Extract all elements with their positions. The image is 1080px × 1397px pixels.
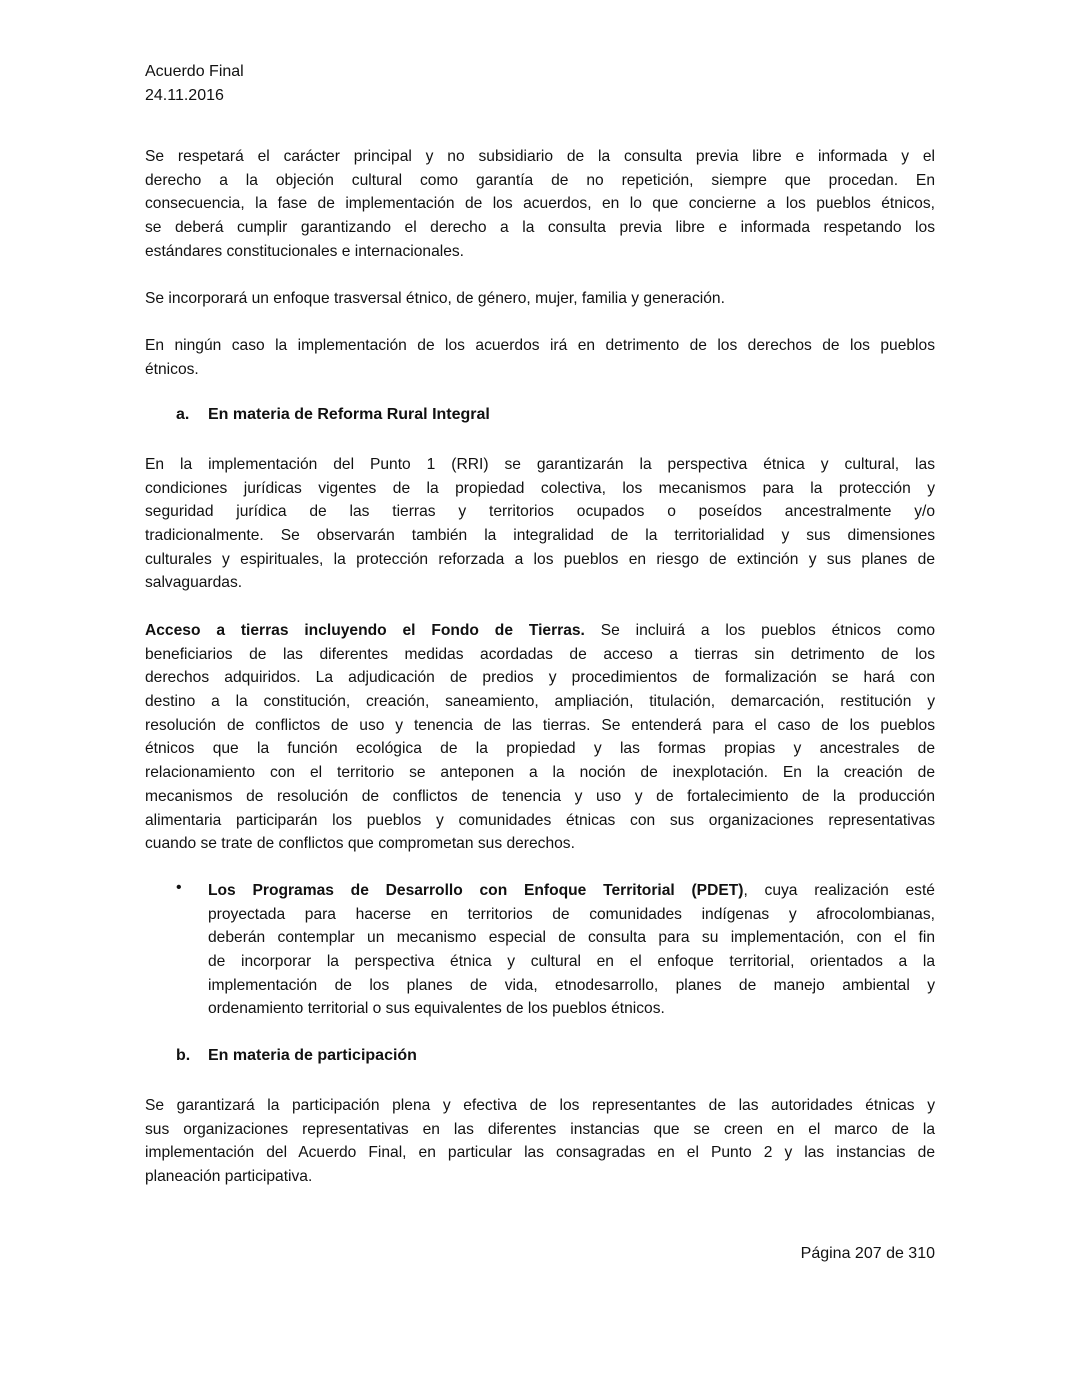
text-line: [145, 216, 935, 240]
line-text: estándares constitucionales e internacionales.: [145, 242, 465, 260]
text-line: [145, 192, 935, 216]
line-text: se deberá cumplir garantizando el derecho a la consulta previa libre e informada respetando los: [145, 219, 935, 237]
text-line: [145, 334, 935, 358]
line-text: , cuya realización esté: [743, 882, 935, 899]
line-text: Se respetará el carácter principal y no subsidiario de la consulta previa libre e informada y el: [145, 148, 935, 165]
text-line: [145, 477, 935, 501]
document-date: 24.11.2016: [145, 87, 224, 104]
text-line: [145, 524, 935, 548]
line-text: En ningún caso la implementación de los acuerdos irá en detrimento de los derechos de los pueblos: [145, 337, 935, 354]
line-text: seguridad jurídica de las tierras y territorios ocupados o poseídos ancestralmente y/o: [145, 503, 935, 521]
bold-lead: Acceso a tierras incluyendo el Fondo de Tierras.: [145, 622, 585, 639]
line-text: beneficiarios de las diferentes medidas acordadas de acceso a tierras sin detrimento de los: [145, 645, 935, 663]
text-line: [145, 1141, 935, 1165]
text-line: [145, 619, 935, 643]
text-line: [145, 809, 935, 833]
text-line: [145, 571, 935, 595]
line-text: derecho a la objeción cultural como garantía de no repetición, siempre que procedan. En: [145, 171, 935, 189]
line-text: étnicos que la función ecológica de la propiedad y las formas propias y ancestrales de: [145, 740, 935, 758]
bullet-item: [208, 879, 935, 1021]
document-title: Acuerdo Final: [145, 63, 244, 80]
text-line: [145, 240, 935, 264]
paragraph: [145, 1094, 935, 1189]
line-text: cuando se trate de conflictos que comprometan sus derechos.: [145, 835, 575, 853]
line-text: salvaguardas.: [145, 574, 243, 592]
line-text: mecanismos de resolución de conflictos de tenencia y uso y de fortalecimiento de la producción: [145, 787, 935, 805]
text-line: [145, 737, 935, 761]
bullet-icon: •: [176, 879, 182, 896]
line-text: étnicos.: [145, 360, 199, 378]
heading-b-letter: b.: [176, 1047, 191, 1064]
line-text: proyectada para hacerse en territorios de comunidades indígenas y afrocolombianas,: [208, 905, 935, 923]
heading-a: En materia de Reforma Rural Integral: [208, 406, 490, 423]
line-text: relacionamiento con el territorio se anteponen a la noción de inexplotación. En la creación de: [145, 764, 935, 782]
line-text: condiciones jurídicas vigentes de la propiedad colectiva, los mecanismos para la protección y: [145, 479, 935, 497]
line-text: ordenamiento territorial o sus equivalentes de los pueblos étnicos.: [208, 1000, 665, 1018]
paragraph: [145, 145, 935, 263]
text-line: [145, 548, 935, 572]
line-text: culturales y espirituales, la protección reforzada a los pueblos en riesgo de extinción y sus planes de: [145, 550, 935, 568]
paragraph: [145, 334, 935, 381]
line-text: derechos adquiridos. La adjudicación de predios y procedimientos de formalización se hará con: [145, 669, 935, 687]
text-line: [145, 500, 935, 524]
text-line: [145, 761, 935, 785]
page-number: Página 207 de 310: [800, 1245, 935, 1262]
text-line: [208, 974, 935, 998]
text-line: [145, 643, 935, 667]
line-text: resolución de conflictos de uso y tenencia de las tierras. Se entenderá para el caso de los pueblos: [145, 716, 935, 734]
text-line: [145, 1165, 935, 1189]
text-line: [208, 903, 935, 927]
line-text: Se incorporará un enfoque trasversal étnico, de género, mujer, familia y generación.: [145, 290, 725, 307]
line-text: alimentaria participarán los pueblos y comunidades étnicas con sus organizaciones representativas: [145, 811, 935, 829]
line-text: deberán contemplar un mecanismo especial de consulta para su implementación, con el fin: [208, 929, 935, 947]
heading-a-letter: a.: [176, 406, 190, 423]
line-text: implementación del Acuerdo Final, en particular las consagradas en el Punto 2 y las instancias de: [145, 1144, 935, 1162]
line-text: Se garantizará la participación plena y efectiva de los representantes de las autoridades étnicas y: [145, 1097, 935, 1114]
text-line: [145, 714, 935, 738]
text-line: [145, 690, 935, 714]
heading-b: En materia de participación: [208, 1047, 417, 1064]
line-text: implementación de los planes de vida, etnodesarrollo, planes de manejo ambiental y: [208, 976, 935, 994]
line-text: consecuencia, la fase de implementación de los acuerdos, en lo que concierne a los pueblos étnicos,: [145, 195, 935, 213]
text-line: [208, 997, 935, 1021]
text-line: [145, 832, 935, 856]
text-line: [145, 785, 935, 809]
text-line: [208, 950, 935, 974]
line-text: En la implementación del Punto 1 (RRI) se garantizarán la perspectiva étnica y cultural, las: [145, 456, 935, 473]
text-line: [208, 926, 935, 950]
text-line: [208, 879, 935, 903]
line-text: sus organizaciones representativas en las diferentes instancias que se creen en el marco de la: [145, 1120, 935, 1138]
text-line: [145, 666, 935, 690]
text-line: [145, 287, 935, 311]
text-line: [145, 145, 935, 169]
line-text: de incorporar la perspectiva étnica y cultural en el enfoque territorial, orientados a la: [208, 953, 935, 971]
line-text: destino a la constitución, creación, saneamiento, ampliación, titulación, demarcación, restitución y: [145, 693, 935, 711]
text-line: [145, 1094, 935, 1118]
paragraph: [145, 453, 935, 595]
line-text: Se incluirá a los pueblos étnicos como: [584, 622, 935, 639]
text-line: [145, 1118, 935, 1142]
line-text: tradicionalmente. Se observarán también la integralidad de la territorialidad y sus dimensiones: [145, 527, 935, 545]
text-line: [145, 169, 935, 193]
text-line: [145, 358, 935, 382]
text-line: [145, 453, 935, 477]
paragraph: [145, 619, 935, 856]
line-text: planeación participativa.: [145, 1168, 313, 1186]
paragraph: [145, 287, 935, 311]
bold-lead: Los Programas de Desarrollo con Enfoque Territorial (PDET): [208, 882, 744, 899]
